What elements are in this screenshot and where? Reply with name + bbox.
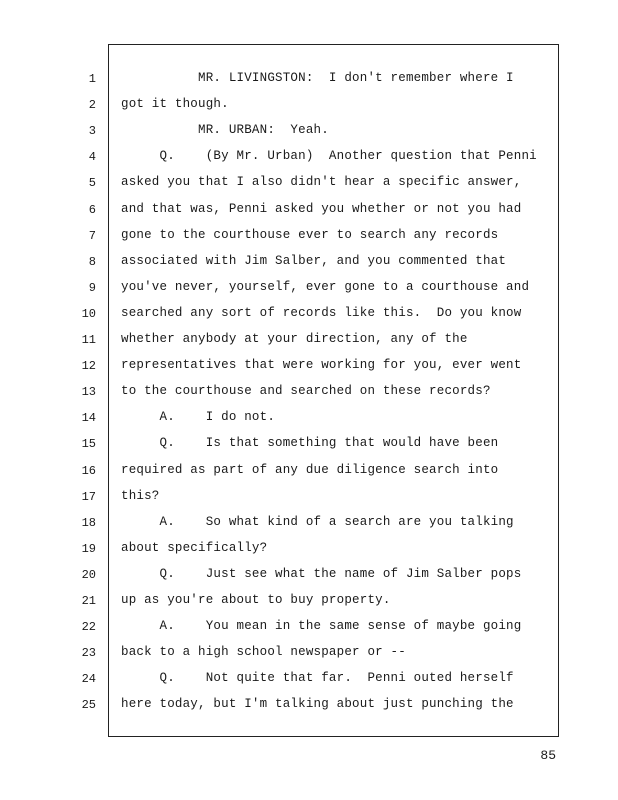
line-text: Q. (By Mr. Urban) Another question that Penni — [121, 149, 537, 164]
line-number: 16 — [81, 463, 96, 478]
line-number: 25 — [81, 698, 96, 713]
line-number: 1 — [88, 72, 96, 86]
line-number: 23 — [81, 646, 96, 661]
line-text: A. I do not. — [121, 410, 276, 425]
transcript-line — [0, 303, 618, 329]
transcript-line — [0, 564, 618, 590]
line-number: 19 — [81, 541, 96, 556]
line-text: whether anybody at your direction, any of the — [121, 332, 468, 346]
line-number: 7 — [88, 228, 96, 243]
line-number: 15 — [81, 437, 96, 452]
line-text: you've never, yourself, ever gone to a courthouse and — [121, 279, 530, 294]
transcript-line — [0, 512, 618, 538]
line-text: Q. Just see what the name of Jim Salber pops — [121, 566, 522, 581]
transcript-line — [0, 355, 618, 381]
transcript-line — [0, 120, 618, 146]
transcript-line — [0, 460, 618, 486]
line-text: this? — [121, 488, 160, 503]
line-number: 22 — [81, 620, 96, 635]
line-text: MR. URBAN: Yeah. — [121, 123, 329, 138]
line-text: searched any sort of records like this. Do you know — [121, 305, 522, 320]
line-number: 20 — [81, 567, 96, 582]
line-number: 21 — [81, 594, 96, 608]
line-text: asked you that I also didn't hear a specific answer, — [121, 175, 522, 190]
line-number: 8 — [88, 254, 96, 269]
transcript-line — [0, 277, 618, 303]
line-text: A. You mean in the same sense of maybe going — [121, 619, 522, 634]
line-number: 3 — [88, 124, 96, 139]
transcript-line — [0, 538, 618, 564]
line-text: associated with Jim Salber, and you commented that — [121, 253, 507, 268]
line-number: 9 — [88, 280, 96, 295]
line-number: 6 — [88, 202, 96, 217]
transcript-line — [0, 694, 618, 720]
line-number: 13 — [81, 385, 96, 400]
line-text: Q. Is that something that would have been — [121, 436, 499, 451]
line-text: required as part of any due diligence search into — [121, 462, 499, 477]
transcript-line — [0, 616, 618, 642]
line-number: 11 — [81, 333, 96, 347]
line-number: 4 — [88, 150, 96, 165]
line-text: A. So what kind of a search are you talking — [121, 514, 514, 529]
line-text: up as you're about to buy property. — [121, 593, 391, 607]
transcript-line — [0, 486, 618, 512]
line-number: 24 — [81, 672, 96, 687]
line-text: to the courthouse and searched on these records? — [121, 384, 491, 399]
line-text: representatives that were working for you, ever went — [121, 358, 522, 373]
transcript-line — [0, 433, 618, 459]
transcript-line — [0, 590, 618, 616]
line-text: back to a high school newspaper or -- — [121, 645, 406, 660]
transcript-line — [0, 225, 618, 251]
line-number: 10 — [81, 306, 96, 321]
line-number: 12 — [81, 359, 96, 374]
line-number: 2 — [88, 98, 96, 113]
line-number: 14 — [81, 411, 96, 426]
transcript-line — [0, 668, 618, 694]
line-text: got it though. — [121, 97, 229, 112]
line-number: 17 — [81, 489, 96, 504]
line-text: and that was, Penni asked you whether or not you had — [121, 201, 522, 216]
transcript-line — [0, 381, 618, 407]
transcript-line — [0, 251, 618, 277]
transcript-line — [0, 94, 618, 120]
transcript-line — [0, 172, 618, 198]
line-text: MR. LIVINGSTON: I don't remember where I — [121, 71, 514, 85]
transcript-line — [0, 329, 618, 355]
transcript-line — [0, 146, 618, 172]
page-number: 85 — [540, 748, 556, 763]
line-number: 18 — [81, 515, 96, 530]
bottom-border — [108, 736, 559, 737]
transcript-line — [0, 199, 618, 225]
line-text: about specifically? — [121, 540, 268, 555]
transcript-line — [0, 68, 618, 94]
transcript-line — [0, 407, 618, 433]
line-text: Q. Not quite that far. Penni outed herself — [121, 671, 514, 686]
transcript-line — [0, 642, 618, 668]
top-border — [108, 44, 558, 45]
line-text: here today, but I'm talking about just punching the — [121, 697, 514, 712]
line-text: gone to the courthouse ever to search any records — [121, 227, 499, 242]
line-number: 5 — [88, 176, 96, 191]
